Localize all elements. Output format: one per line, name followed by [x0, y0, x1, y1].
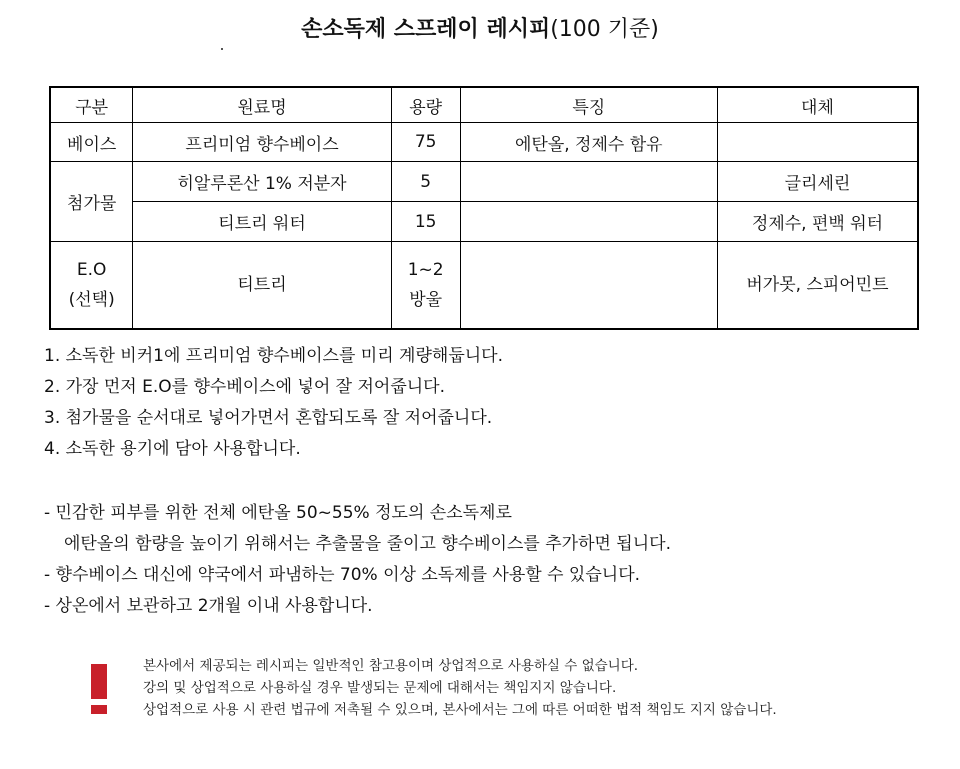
step-item: 1. 소독한 비커1에 프리미엄 향수베이스를 미리 계량해둡니다. — [44, 346, 503, 366]
cell-substitute: 글리세린 — [717, 162, 918, 202]
table-header-row — [50, 87, 918, 123]
step-item: 4. 소독한 용기에 담아 사용합니다. — [44, 439, 301, 459]
disclaimer-line: 상업적으로 사용 시 관련 법규에 저촉될 수 있으며, 본사에서는 그에 따른 어떠한 법적 책임도 지지 않습니다. — [143, 702, 777, 718]
disclaimer — [143, 655, 777, 721]
recipe-table — [49, 86, 919, 330]
header-substitute: 대체 — [717, 87, 918, 123]
cell-ingredient: 티트리 — [133, 242, 391, 330]
page-title — [0, 14, 960, 46]
amount-line1: 1~2 — [407, 260, 444, 280]
header-amount: 용량 — [391, 87, 460, 123]
cell-amount: 5 — [391, 162, 460, 202]
cell-substitute: 정제수, 편백 워터 — [717, 202, 918, 242]
cell-feature — [460, 202, 717, 242]
cell-substitute: 버가못, 스피어민트 — [717, 242, 918, 330]
exclamation-icon — [88, 664, 110, 714]
cell-category: 첨가물 — [50, 162, 133, 242]
step-item: 2. 가장 먼저 E.O를 향수베이스에 넣어 잘 저어줍니다. — [44, 377, 445, 397]
note-item: - 민감한 피부를 위한 전체 에탄올 50~55% 정도의 손소독제로 — [44, 503, 512, 523]
cell-ingredient: 티트리 워터 — [133, 202, 391, 242]
category-line2: (선택) — [68, 290, 115, 310]
table-row — [50, 162, 918, 202]
table-row — [50, 242, 918, 330]
header-feature: 특징 — [460, 87, 717, 123]
disclaimer-line: 강의 및 상업적으로 사용하실 경우 발생되는 문제에 대해서는 책임지지 않습니다. — [143, 680, 617, 696]
category-line1: E.O — [76, 260, 107, 280]
table-row — [50, 202, 918, 242]
title-suffix: (100 기준) — [550, 17, 659, 42]
cell-category — [50, 242, 133, 330]
title-main: 손소독제 스프레이 레시피 — [301, 17, 551, 42]
cell-ingredient: 프리미엄 향수베이스 — [133, 123, 391, 162]
steps-list — [44, 341, 503, 465]
disclaimer-line: 본사에서 제공되는 레시피는 일반적인 참고용이며 상업적으로 사용하실 수 없습니다. — [143, 658, 639, 674]
cell-amount: 75 — [391, 123, 460, 162]
cell-feature — [460, 242, 717, 330]
header-ingredient: 원료명 — [133, 87, 391, 123]
amount-line2: 방울 — [409, 290, 443, 310]
cell-substitute — [717, 123, 918, 162]
table-row — [50, 123, 918, 162]
step-item: 3. 첨가물을 순서대로 넣어가면서 혼합되도록 잘 저어줍니다. — [44, 408, 493, 428]
stray-dot — [221, 48, 223, 50]
cell-ingredient: 히알루론산 1% 저분자 — [133, 162, 391, 202]
note-item: - 향수베이스 대신에 약국에서 파냄하는 70% 이상 소독제를 사용할 수 있습니다. — [44, 565, 641, 585]
cell-feature: 에탄올, 정제수 함유 — [460, 123, 717, 162]
header-category: 구분 — [50, 87, 133, 123]
note-item: 에탄올의 함량을 높이기 위해서는 추출물을 줄이고 향수베이스를 추가하면 됩니다. — [64, 534, 671, 554]
cell-amount: 15 — [391, 202, 460, 242]
cell-amount — [391, 242, 460, 330]
cell-category: 베이스 — [50, 123, 133, 162]
note-item: - 상온에서 보관하고 2개월 이내 사용합니다. — [44, 596, 373, 616]
cell-feature — [460, 162, 717, 202]
notes-list — [44, 498, 671, 622]
